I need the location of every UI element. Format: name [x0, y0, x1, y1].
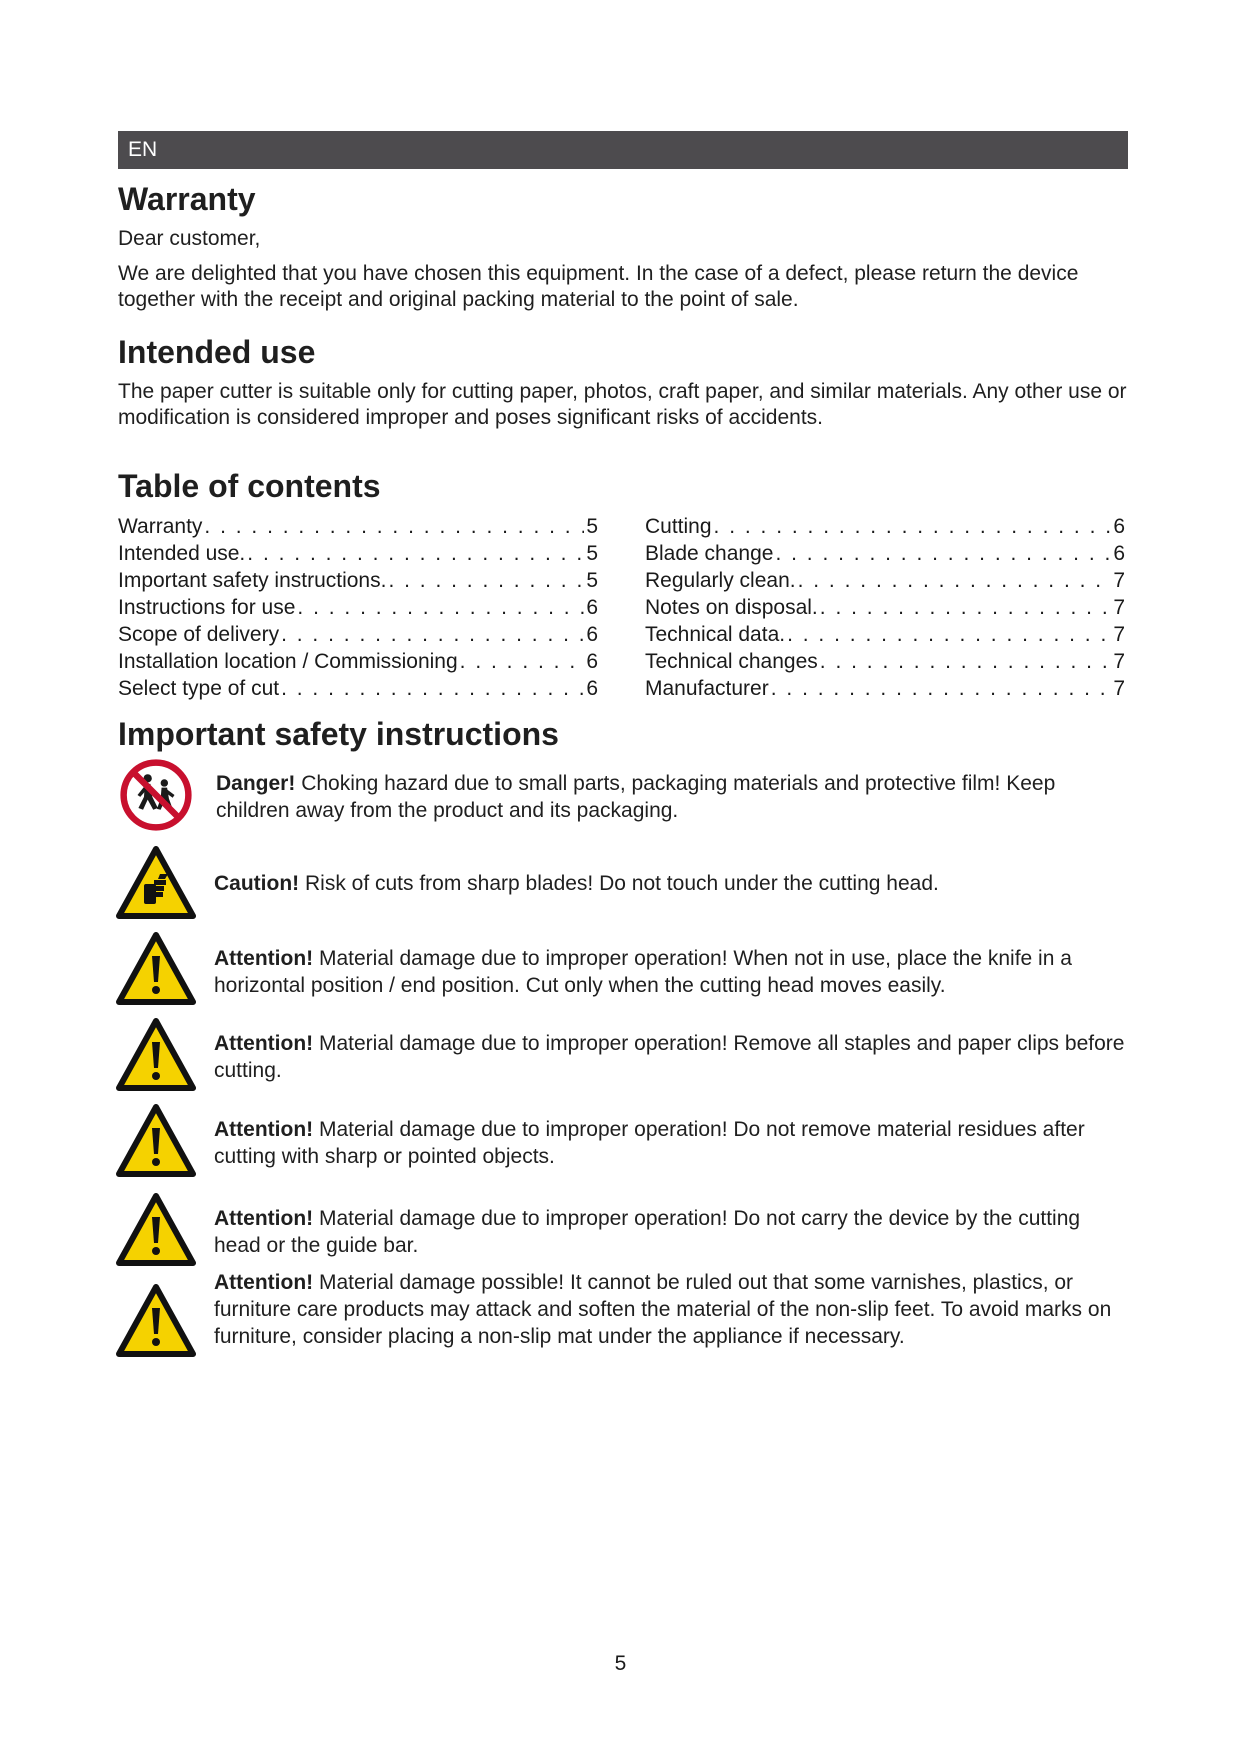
toc-entry-label: Scope of delivery	[118, 623, 280, 646]
toc-leader-dots	[820, 648, 1112, 675]
toc-leader-dots	[775, 540, 1111, 567]
safety-lead: Caution!	[214, 872, 300, 895]
safety-text	[214, 1030, 1130, 1084]
safety-body: Choking hazard due to small parts, packaging materials and protective film! Keep children away from the product and its packaging.	[216, 772, 1056, 822]
toc-entry-page: 7	[1113, 569, 1125, 592]
toc-entry-label: Blade change	[645, 542, 774, 565]
toc-left-column	[118, 513, 598, 702]
toc-entry-label: Regularly clean.	[645, 569, 796, 592]
toc-entry-page: 6	[1113, 542, 1125, 565]
toc-entry-page: 6	[1113, 515, 1125, 538]
toc-entry[interactable]	[645, 540, 1125, 567]
toc-entry-page: 6	[586, 677, 598, 700]
exclamation-warning-icon	[116, 1018, 196, 1092]
toc-entry-page: 7	[1113, 677, 1125, 700]
safety-lead: Attention!	[214, 1032, 314, 1055]
safety-lead: Attention!	[214, 1271, 314, 1294]
toc-entry[interactable]	[118, 648, 598, 675]
exclamation-warning-icon	[116, 1284, 196, 1358]
toc-entry-label: Warranty	[118, 515, 203, 538]
safety-text	[214, 945, 1130, 999]
toc-right-column	[645, 513, 1125, 702]
safety-text	[214, 1116, 1130, 1170]
toc-entry[interactable]	[118, 675, 598, 702]
toc-entry-label: Intended use.	[118, 542, 246, 565]
toc-entry-label: Technical data.	[645, 623, 786, 646]
safety-body: Material damage due to improper operation! Do not remove material residues after cutting with sharp or pointed objects.	[214, 1118, 1085, 1168]
page-number: 5	[614, 1652, 627, 1675]
toc-entry-label: Installation location / Commissioning	[118, 650, 458, 673]
safety-body: Material damage due to improper operation! Do not carry the device by the cutting head or the guide bar.	[214, 1207, 1081, 1257]
toc-entry-page: 6	[586, 596, 598, 619]
toc-heading: Table of contents	[118, 468, 381, 504]
toc-leader-dots	[714, 513, 1112, 540]
toc-entry-page: 5	[586, 542, 598, 565]
toc-leader-dots	[820, 594, 1112, 621]
exclamation-warning-icon	[116, 1104, 196, 1178]
intended-use-heading: Intended use	[118, 334, 316, 370]
toc-entry-label: Technical changes	[645, 650, 818, 673]
toc-entry[interactable]	[118, 540, 598, 567]
language-code: EN	[128, 138, 158, 161]
toc-leader-dots	[297, 594, 584, 621]
safety-heading: Important safety instructions	[118, 716, 559, 752]
no-children-icon	[116, 758, 196, 832]
toc-entry[interactable]	[118, 621, 598, 648]
safety-lead: Danger!	[216, 772, 296, 795]
toc-leader-dots	[771, 675, 1112, 702]
warranty-heading: Warranty	[118, 181, 256, 217]
safety-body: Material damage due to improper operation! When not in use, place the knife in a horizontal position / end position. Cut only when the cutting head moves easily.	[214, 947, 1072, 997]
language-bar	[118, 131, 1128, 169]
safety-text	[214, 870, 1130, 897]
toc-leader-dots	[787, 621, 1111, 648]
toc-entry[interactable]	[645, 675, 1125, 702]
safety-text	[216, 770, 1132, 824]
toc-entry-label: Notes on disposal.	[645, 596, 818, 619]
toc-entry-page: 6	[586, 623, 598, 646]
exclamation-warning-icon	[116, 1193, 196, 1267]
warranty-body: We are delighted that you have chosen this equipment. In the case of a defect, please return the device together with the receipt and original packing material to the point of sale.	[118, 262, 1079, 311]
toc-entry-label: Manufacturer	[645, 677, 769, 700]
toc-entry-page: 5	[586, 515, 598, 538]
toc-entry-label: Select type of cut	[118, 677, 280, 700]
safety-text	[214, 1269, 1130, 1350]
warranty-greeting: Dear customer,	[118, 227, 261, 250]
toc-entry[interactable]	[118, 594, 598, 621]
toc-leader-dots	[388, 567, 584, 594]
toc-leader-dots	[460, 648, 585, 675]
intended-use-body: The paper cutter is suitable only for cutting paper, photos, craft paper, and similar materials. Any other use or modification is considered improper and poses significant risks of accidents.	[118, 380, 1127, 429]
toc-entry-page: 7	[1113, 623, 1125, 646]
toc-entry-page: 5	[586, 569, 598, 592]
toc-leader-dots	[281, 675, 584, 702]
safety-text	[214, 1205, 1130, 1259]
exclamation-warning-icon	[116, 932, 196, 1006]
toc-leader-dots	[798, 567, 1112, 594]
safety-lead: Attention!	[214, 1118, 314, 1141]
toc-leader-dots	[281, 621, 584, 648]
toc-entry[interactable]	[118, 567, 598, 594]
toc-entry-label: Instructions for use	[118, 596, 296, 619]
toc-entry-page: 7	[1113, 650, 1125, 673]
toc-entry-page: 6	[586, 650, 598, 673]
toc-entry[interactable]	[645, 513, 1125, 540]
toc-entry[interactable]	[645, 567, 1125, 594]
toc-leader-dots	[204, 513, 584, 540]
safety-body: Material damage possible! It cannot be ruled out that some varnishes, plastics, or furniture care products may attack and soften the material of the non-slip feet. To avoid marks on furniture, consider placing a non-slip mat under the appliance if necessary.	[214, 1271, 1112, 1348]
toc-entry[interactable]	[645, 648, 1125, 675]
safety-body: Risk of cuts from sharp blades! Do not touch under the cutting head.	[299, 872, 939, 895]
safety-lead: Attention!	[214, 1207, 314, 1230]
hand-cut-warning-icon	[116, 846, 196, 920]
toc-entry-page: 7	[1113, 596, 1125, 619]
toc-entry[interactable]	[645, 621, 1125, 648]
toc-entry-label: Cutting	[645, 515, 712, 538]
safety-lead: Attention!	[214, 947, 314, 970]
toc-entry[interactable]	[645, 594, 1125, 621]
toc-leader-dots	[247, 540, 584, 567]
safety-body: Material damage due to improper operation! Remove all staples and paper clips before cutting.	[214, 1032, 1125, 1082]
toc-entry-label: Important safety instructions.	[118, 569, 387, 592]
toc-entry[interactable]	[118, 513, 598, 540]
